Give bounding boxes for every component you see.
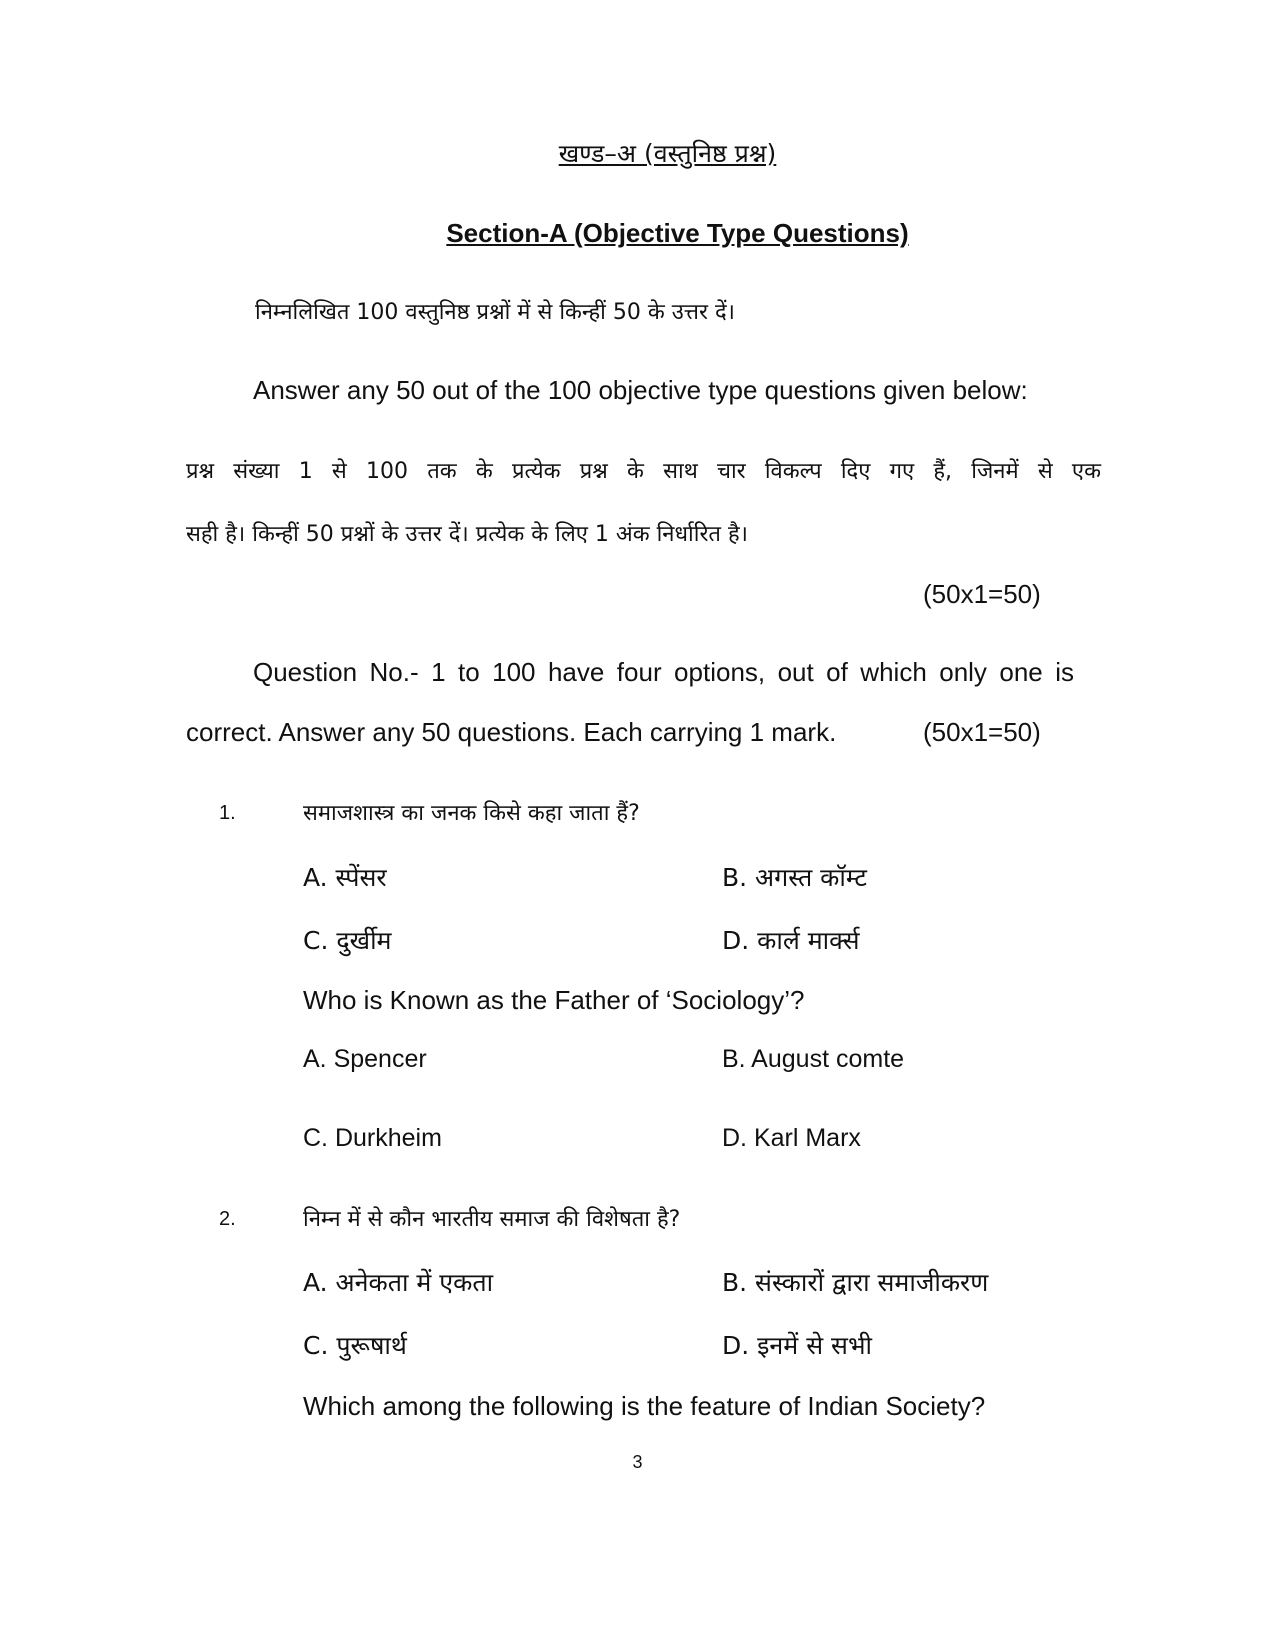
question-1-english-text: Who is Known as the Father of ‘Sociology’? xyxy=(303,985,805,1015)
question-2-english-text: Which among the following is the feature of Indian Society? xyxy=(303,1391,986,1421)
question-2-hindi-text: निम्न में से कौन भारतीय समाज की विशेषता है? xyxy=(303,1207,681,1232)
section-title-english: Section-A (Objective Type Questions) xyxy=(446,218,909,248)
note-hindi-marks: (50x1=50) xyxy=(923,579,1041,609)
question-1-number: 1. xyxy=(219,802,236,824)
note-english-line1: Question No.- 1 to 100 have four options, out of which only one is xyxy=(253,657,1074,687)
section-title-hindi: खण्ड–अ (वस्तुनिष्ठ प्रश्न) xyxy=(558,139,777,168)
question-1-hindi-option-b: B. अगस्त कॉम्ट xyxy=(722,863,867,892)
question-1-hindi-option-a: A. स्पेंसर xyxy=(303,863,387,892)
question-1-hindi-text: समाजशास्त्र का जनक किसे कहा जाता हैं? xyxy=(303,801,640,826)
question-1-english-option-a: A. Spencer xyxy=(303,1045,427,1073)
question-1-english-option-d: D. Karl Marx xyxy=(722,1124,861,1152)
instruction-english: Answer any 50 out of the 100 objective type questions given below: xyxy=(253,375,1028,405)
question-2-hindi-option-b: B. संस्कारों द्वारा समाजीकरण xyxy=(722,1268,989,1297)
question-2-number: 2. xyxy=(219,1208,236,1230)
question-2-hindi-option-a: A. अनेकता में एकता xyxy=(303,1268,494,1297)
note-hindi-line2: सही है। किन्हीं 50 प्रश्नों के उत्तर दें। प्रत्येक के लिए 1 अंक निर्धारित है। xyxy=(186,522,748,547)
question-2-hindi-option-c: C. पुरूषार्थ xyxy=(303,1331,407,1360)
instruction-hindi: निम्नलिखित 100 वस्तुनिष्ठ प्रश्नों में से किन्हीं 50 के उत्तर दें। xyxy=(255,300,736,325)
note-hindi-line1: प्रश्न संख्या 1 से 100 तक के प्रत्येक प्रश्न के साथ चार विकल्प दिए गए हैं, जिनमें से एक xyxy=(186,459,1101,484)
page-number: 3 xyxy=(632,1452,643,1472)
question-1-english-option-b: B. August comte xyxy=(722,1045,905,1073)
question-2-hindi-option-d: D. इनमें से सभी xyxy=(722,1331,872,1360)
question-1-hindi-option-d: D. कार्ल मार्क्स xyxy=(722,926,860,955)
question-1-english-option-c: C. Durkheim xyxy=(303,1124,442,1152)
question-1-hindi-option-c: C. दुर्खीम xyxy=(303,926,392,955)
note-english-marks: (50x1=50) xyxy=(923,717,1041,747)
note-english-line2: correct. Answer any 50 questions. Each carrying 1 mark. xyxy=(186,717,837,747)
